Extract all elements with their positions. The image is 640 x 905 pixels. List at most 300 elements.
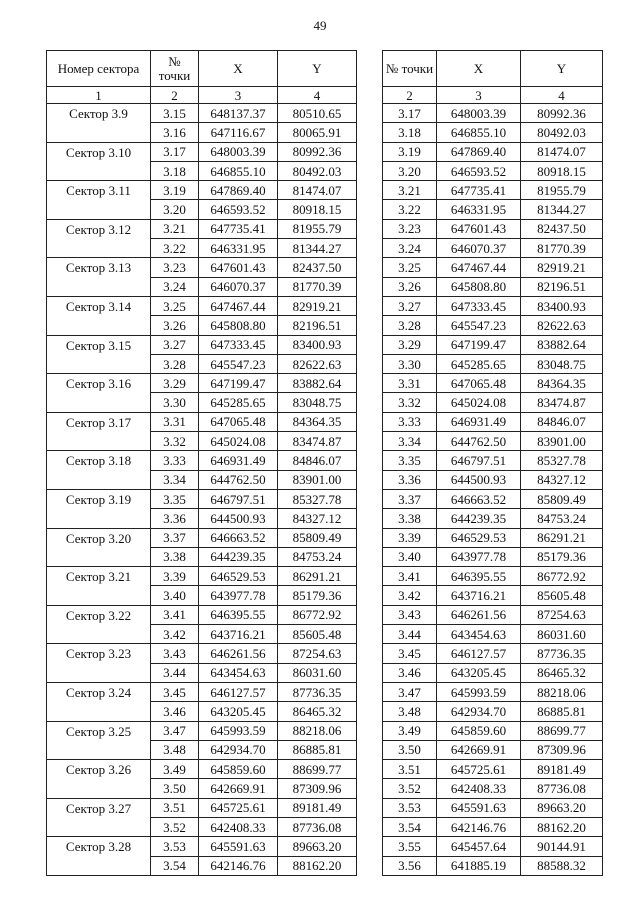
- x-coordinate-cell: 648003.39: [199, 142, 278, 161]
- y-coordinate-cell: 85327.78: [521, 451, 603, 470]
- table-row: [47, 721, 357, 740]
- x-coordinate-cell: 646529.53: [199, 567, 278, 586]
- y-coordinate-cell: 88218.06: [278, 721, 357, 740]
- point-number-cell: 3.43: [383, 605, 437, 624]
- x-coordinate-cell: 646070.37: [199, 277, 278, 296]
- table-row: [47, 258, 357, 277]
- y-coordinate-cell: 81344.27: [278, 239, 357, 258]
- y-coordinate-cell: 86031.60: [521, 625, 603, 644]
- x-coordinate-cell: 645024.08: [199, 432, 278, 451]
- sector-name-cell: Сектор 3.23: [47, 644, 151, 683]
- table-row: [383, 528, 603, 547]
- table-row: [383, 760, 603, 779]
- y-coordinate-cell: 88588.32: [521, 856, 603, 875]
- table-row: [383, 489, 603, 508]
- x-coordinate-cell: 646663.52: [199, 528, 278, 547]
- x-coordinate-cell: 648003.39: [437, 104, 521, 123]
- x-coordinate-cell: 646529.53: [437, 528, 521, 547]
- table-row: [47, 335, 357, 354]
- y-coordinate-cell: 86772.92: [278, 605, 357, 624]
- point-number-cell: 3.35: [151, 489, 199, 508]
- point-number-cell: 3.34: [383, 432, 437, 451]
- x-coordinate-cell: 645808.80: [437, 277, 521, 296]
- x-coordinate-cell: 646395.55: [199, 605, 278, 624]
- x-coordinate-cell: 641885.19: [437, 856, 521, 875]
- sector-name-cell: Сектор 3.18: [47, 451, 151, 490]
- sector-name-cell: Сектор 3.22: [47, 605, 151, 644]
- table-row: [383, 296, 603, 315]
- x-coordinate-cell: 645285.65: [437, 354, 521, 373]
- y-coordinate-cell: 86291.21: [278, 567, 357, 586]
- x-coordinate-cell: 646931.49: [199, 451, 278, 470]
- x-coordinate-cell: 647199.47: [199, 374, 278, 393]
- point-number-cell: 3.39: [151, 567, 199, 586]
- y-coordinate-cell: 82437.50: [521, 219, 603, 238]
- x-coordinate-cell: 647467.44: [199, 296, 278, 315]
- table-row: [383, 605, 603, 624]
- point-number-cell: 3.44: [151, 663, 199, 682]
- y-coordinate-cell: 87309.96: [278, 779, 357, 798]
- y-coordinate-cell: 86465.32: [521, 663, 603, 682]
- point-number-cell: 3.31: [383, 374, 437, 393]
- x-coordinate-cell: 642934.70: [437, 702, 521, 721]
- point-number-cell: 3.24: [151, 277, 199, 296]
- y-coordinate-cell: 83400.93: [521, 296, 603, 315]
- table-row: [383, 258, 603, 277]
- y-coordinate-cell: 88699.77: [278, 760, 357, 779]
- point-number-cell: 3.42: [383, 586, 437, 605]
- point-number-cell: 3.47: [383, 682, 437, 701]
- y-coordinate-cell: 81474.07: [521, 142, 603, 161]
- table-row: [47, 104, 357, 123]
- point-number-cell: 3.33: [151, 451, 199, 470]
- column-number-row: [47, 87, 357, 104]
- x-coordinate-cell: 647199.47: [437, 335, 521, 354]
- y-coordinate-cell: 82622.63: [521, 316, 603, 335]
- x-coordinate-cell: 646070.37: [437, 239, 521, 258]
- y-coordinate-cell: 85179.36: [278, 586, 357, 605]
- y-coordinate-cell: 80492.03: [521, 123, 603, 142]
- point-number-cell: 3.41: [383, 567, 437, 586]
- table-row: [383, 837, 603, 856]
- table-row: [383, 200, 603, 219]
- point-number-cell: 3.28: [383, 316, 437, 335]
- x-coordinate-cell: 647116.67: [199, 123, 278, 142]
- y-coordinate-cell: 82622.63: [278, 354, 357, 373]
- point-number-cell: 3.15: [151, 104, 199, 123]
- y-coordinate-cell: 84364.35: [521, 374, 603, 393]
- x-coordinate-cell: 646593.52: [199, 200, 278, 219]
- point-number-cell: 3.18: [383, 123, 437, 142]
- table-row: [383, 817, 603, 836]
- y-coordinate-cell: 80992.36: [521, 104, 603, 123]
- point-number-cell: 3.53: [383, 798, 437, 817]
- y-coordinate-cell: 82919.21: [521, 258, 603, 277]
- point-number-cell: 3.46: [383, 663, 437, 682]
- table-row: [383, 219, 603, 238]
- table-row: [383, 161, 603, 180]
- y-coordinate-cell: 85809.49: [278, 528, 357, 547]
- table-row: [47, 798, 357, 817]
- point-number-cell: 3.23: [383, 219, 437, 238]
- table-row: [383, 567, 603, 586]
- point-number-cell: 3.38: [383, 509, 437, 528]
- x-coordinate-cell: 642669.91: [437, 740, 521, 759]
- table-row: [383, 740, 603, 759]
- point-number-cell: 3.35: [383, 451, 437, 470]
- table-row: [383, 509, 603, 528]
- point-number-cell: 3.17: [383, 104, 437, 123]
- table-row: [47, 219, 357, 238]
- point-number-cell: 3.20: [151, 200, 199, 219]
- point-number-cell: 3.55: [383, 837, 437, 856]
- y-coordinate-cell: 89663.20: [278, 837, 357, 856]
- x-coordinate-cell: 645859.60: [437, 721, 521, 740]
- x-coordinate-cell: 647601.43: [199, 258, 278, 277]
- table-row: [383, 644, 603, 663]
- point-number-cell: 3.29: [383, 335, 437, 354]
- point-number-cell: 3.32: [151, 432, 199, 451]
- y-coordinate-cell: 84364.35: [278, 412, 357, 431]
- point-number-cell: 3.26: [151, 316, 199, 335]
- x-coordinate-cell: 645547.23: [437, 316, 521, 335]
- y-coordinate-cell: 83400.93: [278, 335, 357, 354]
- point-number-cell: 3.49: [383, 721, 437, 740]
- x-coordinate-cell: 647333.45: [199, 335, 278, 354]
- point-number-cell: 3.54: [151, 856, 199, 875]
- column-number: 1: [47, 87, 151, 104]
- x-coordinate-cell: 642146.76: [199, 856, 278, 875]
- point-number-cell: 3.54: [383, 817, 437, 836]
- table-row: [383, 586, 603, 605]
- x-coordinate-cell: 647735.41: [437, 181, 521, 200]
- x-coordinate-cell: 645808.80: [199, 316, 278, 335]
- sector-name-cell: Сектор 3.16: [47, 374, 151, 413]
- point-number-cell: 3.40: [383, 547, 437, 566]
- table-row: [383, 277, 603, 296]
- y-coordinate-cell: 80065.91: [278, 123, 357, 142]
- y-coordinate-cell: 89181.49: [521, 760, 603, 779]
- point-number-cell: 3.41: [151, 605, 199, 624]
- table-row: [47, 760, 357, 779]
- table-row: [383, 702, 603, 721]
- x-coordinate-cell: 643454.63: [437, 625, 521, 644]
- table-row: [47, 489, 357, 508]
- point-number-cell: 3.18: [151, 161, 199, 180]
- table-row: [383, 470, 603, 489]
- y-coordinate-cell: 86885.81: [521, 702, 603, 721]
- x-coordinate-cell: 647065.48: [437, 374, 521, 393]
- x-coordinate-cell: 646395.55: [437, 567, 521, 586]
- sector-name-cell: Сектор 3.25: [47, 721, 151, 760]
- x-coordinate-cell: 647467.44: [437, 258, 521, 277]
- point-number-cell: 3.47: [151, 721, 199, 740]
- table-header-row: [47, 51, 357, 87]
- point-number-cell: 3.33: [383, 412, 437, 431]
- x-coordinate-cell: 645725.61: [199, 798, 278, 817]
- y-coordinate-cell: 84753.24: [521, 509, 603, 528]
- table-row: [47, 296, 357, 315]
- point-number-cell: 3.25: [383, 258, 437, 277]
- y-coordinate-cell: 90144.91: [521, 837, 603, 856]
- x-coordinate-cell: 642934.70: [199, 740, 278, 759]
- y-coordinate-cell: 83474.87: [521, 393, 603, 412]
- y-coordinate-cell: 88162.20: [278, 856, 357, 875]
- sector-name-cell: Сектор 3.13: [47, 258, 151, 297]
- x-coordinate-cell: 646931.49: [437, 412, 521, 431]
- point-number-cell: 3.21: [151, 219, 199, 238]
- y-coordinate-cell: 83882.64: [521, 335, 603, 354]
- point-number-cell: 3.25: [151, 296, 199, 315]
- sector-name-cell: Сектор 3.21: [47, 567, 151, 606]
- table-row: [383, 432, 603, 451]
- point-number-cell: 3.48: [383, 702, 437, 721]
- point-number-cell: 3.29: [151, 374, 199, 393]
- point-number-cell: 3.26: [383, 277, 437, 296]
- y-coordinate-cell: 85327.78: [278, 489, 357, 508]
- x-coordinate-cell: 643716.21: [437, 586, 521, 605]
- x-coordinate-cell: 646797.51: [437, 451, 521, 470]
- y-coordinate-cell: 82196.51: [521, 277, 603, 296]
- x-coordinate-cell: 646331.95: [437, 200, 521, 219]
- table-row: [47, 682, 357, 701]
- y-coordinate-cell: 80918.15: [278, 200, 357, 219]
- table-row: [47, 142, 357, 161]
- point-number-cell: 3.36: [151, 509, 199, 528]
- point-number-cell: 3.32: [383, 393, 437, 412]
- y-coordinate-cell: 89663.20: [521, 798, 603, 817]
- x-coordinate-cell: 644500.93: [437, 470, 521, 489]
- y-coordinate-cell: 87736.35: [521, 644, 603, 663]
- point-number-cell: 3.22: [151, 239, 199, 258]
- header-y: Y: [278, 51, 357, 87]
- table-row: [383, 721, 603, 740]
- y-coordinate-cell: 83901.00: [278, 470, 357, 489]
- point-number-cell: 3.34: [151, 470, 199, 489]
- point-number-cell: 3.17: [151, 142, 199, 161]
- y-coordinate-cell: 82196.51: [278, 316, 357, 335]
- header-x: X: [199, 51, 278, 87]
- x-coordinate-cell: 646261.56: [199, 644, 278, 663]
- x-coordinate-cell: 642408.33: [199, 817, 278, 836]
- table-header-row: [383, 51, 603, 87]
- y-coordinate-cell: 87736.35: [278, 682, 357, 701]
- x-coordinate-cell: 645285.65: [199, 393, 278, 412]
- point-number-cell: 3.44: [383, 625, 437, 644]
- y-coordinate-cell: 85809.49: [521, 489, 603, 508]
- point-number-cell: 3.51: [151, 798, 199, 817]
- y-coordinate-cell: 82437.50: [278, 258, 357, 277]
- x-coordinate-cell: 644239.35: [199, 547, 278, 566]
- y-coordinate-cell: 85605.48: [521, 586, 603, 605]
- point-number-cell: 3.21: [383, 181, 437, 200]
- x-coordinate-cell: 644762.50: [199, 470, 278, 489]
- point-number-cell: 3.30: [151, 393, 199, 412]
- y-coordinate-cell: 86772.92: [521, 567, 603, 586]
- x-coordinate-cell: 646261.56: [437, 605, 521, 624]
- table-row: [383, 798, 603, 817]
- y-coordinate-cell: 86465.32: [278, 702, 357, 721]
- table-row: [383, 335, 603, 354]
- table-row: [383, 354, 603, 373]
- point-number-cell: 3.52: [151, 817, 199, 836]
- point-number-cell: 3.27: [151, 335, 199, 354]
- table-row: [383, 181, 603, 200]
- table-row: [47, 451, 357, 470]
- x-coordinate-cell: 646855.10: [437, 123, 521, 142]
- table-row: [47, 412, 357, 431]
- sector-coordinates-table: [46, 50, 357, 876]
- x-coordinate-cell: 646797.51: [199, 489, 278, 508]
- y-coordinate-cell: 85179.36: [521, 547, 603, 566]
- sector-name-cell: Сектор 3.15: [47, 335, 151, 374]
- y-coordinate-cell: 87254.63: [278, 644, 357, 663]
- y-coordinate-cell: 87736.08: [521, 779, 603, 798]
- point-number-cell: 3.22: [383, 200, 437, 219]
- y-coordinate-cell: 80510.65: [278, 104, 357, 123]
- column-number: 2: [151, 87, 199, 104]
- y-coordinate-cell: 87309.96: [521, 740, 603, 759]
- column-number: 2: [383, 87, 437, 104]
- x-coordinate-cell: 645547.23: [199, 354, 278, 373]
- y-coordinate-cell: 87736.08: [278, 817, 357, 836]
- points-table-body: [383, 104, 603, 876]
- table-row: [383, 625, 603, 644]
- point-number-cell: 3.37: [383, 489, 437, 508]
- points-coordinates-table: [382, 50, 603, 876]
- sector-name-cell: Сектор 3.27: [47, 798, 151, 837]
- x-coordinate-cell: 646331.95: [199, 239, 278, 258]
- sector-name-cell: Сектор 3.17: [47, 412, 151, 451]
- point-number-cell: 3.46: [151, 702, 199, 721]
- x-coordinate-cell: 643205.45: [437, 663, 521, 682]
- point-number-cell: 3.52: [383, 779, 437, 798]
- point-number-cell: 3.23: [151, 258, 199, 277]
- table-row: [383, 123, 603, 142]
- y-coordinate-cell: 81474.07: [278, 181, 357, 200]
- y-coordinate-cell: 83901.00: [521, 432, 603, 451]
- y-coordinate-cell: 88162.20: [521, 817, 603, 836]
- x-coordinate-cell: 645725.61: [437, 760, 521, 779]
- x-coordinate-cell: 647333.45: [437, 296, 521, 315]
- point-number-cell: 3.50: [151, 779, 199, 798]
- x-coordinate-cell: 647065.48: [199, 412, 278, 431]
- y-coordinate-cell: 83048.75: [278, 393, 357, 412]
- point-number-cell: 3.30: [383, 354, 437, 373]
- y-coordinate-cell: 84846.07: [521, 412, 603, 431]
- header-sector-number: Номер сектора: [47, 51, 151, 87]
- header-x: X: [437, 51, 521, 87]
- page-number: 49: [313, 18, 327, 33]
- header-point-number: № точки: [383, 51, 437, 87]
- x-coordinate-cell: 645591.63: [437, 798, 521, 817]
- x-coordinate-cell: 643454.63: [199, 663, 278, 682]
- y-coordinate-cell: 86031.60: [278, 663, 357, 682]
- y-coordinate-cell: 80492.03: [278, 161, 357, 180]
- point-number-cell: 3.31: [151, 412, 199, 431]
- x-coordinate-cell: 643716.21: [199, 625, 278, 644]
- point-number-cell: 3.56: [383, 856, 437, 875]
- point-number-cell: 3.24: [383, 239, 437, 258]
- x-coordinate-cell: 648137.37: [199, 104, 278, 123]
- table-row: [47, 605, 357, 624]
- point-number-cell: 3.36: [383, 470, 437, 489]
- point-number-cell: 3.49: [151, 760, 199, 779]
- y-coordinate-cell: 84846.07: [278, 451, 357, 470]
- x-coordinate-cell: 642669.91: [199, 779, 278, 798]
- x-coordinate-cell: 642408.33: [437, 779, 521, 798]
- x-coordinate-cell: 645993.59: [437, 682, 521, 701]
- table-row: [47, 567, 357, 586]
- column-number-row: [383, 87, 603, 104]
- table-row: [47, 644, 357, 663]
- sector-name-cell: Сектор 3.20: [47, 528, 151, 567]
- x-coordinate-cell: 643205.45: [199, 702, 278, 721]
- sector-name-cell: Сектор 3.11: [47, 181, 151, 220]
- sector-name-cell: Сектор 3.14: [47, 296, 151, 335]
- table-row: [47, 374, 357, 393]
- y-coordinate-cell: 81770.39: [521, 239, 603, 258]
- x-coordinate-cell: 646593.52: [437, 161, 521, 180]
- y-coordinate-cell: 86291.21: [521, 528, 603, 547]
- table-row: [383, 239, 603, 258]
- x-coordinate-cell: 647869.40: [199, 181, 278, 200]
- table-row: [383, 374, 603, 393]
- sector-name-cell: Сектор 3.26: [47, 760, 151, 799]
- x-coordinate-cell: 645024.08: [437, 393, 521, 412]
- table-row: [383, 663, 603, 682]
- y-coordinate-cell: 83882.64: [278, 374, 357, 393]
- table-row: [383, 412, 603, 431]
- point-number-cell: 3.51: [383, 760, 437, 779]
- y-coordinate-cell: 80918.15: [521, 161, 603, 180]
- x-coordinate-cell: 643977.78: [437, 547, 521, 566]
- y-coordinate-cell: 83474.87: [278, 432, 357, 451]
- y-coordinate-cell: 81955.79: [521, 181, 603, 200]
- x-coordinate-cell: 645859.60: [199, 760, 278, 779]
- table-row: [383, 451, 603, 470]
- point-number-cell: 3.19: [383, 142, 437, 161]
- sector-table-body: [47, 104, 357, 876]
- point-number-cell: 3.28: [151, 354, 199, 373]
- column-number: 4: [278, 87, 357, 104]
- sector-name-cell: Сектор 3.12: [47, 219, 151, 258]
- table-row: [383, 393, 603, 412]
- point-number-cell: 3.45: [151, 682, 199, 701]
- table-row: [383, 779, 603, 798]
- column-number: 3: [437, 87, 521, 104]
- y-coordinate-cell: 84753.24: [278, 547, 357, 566]
- point-number-cell: 3.19: [151, 181, 199, 200]
- table-row: [47, 837, 357, 856]
- x-coordinate-cell: 647869.40: [437, 142, 521, 161]
- point-number-cell: 3.42: [151, 625, 199, 644]
- x-coordinate-cell: 646663.52: [437, 489, 521, 508]
- y-coordinate-cell: 84327.12: [521, 470, 603, 489]
- y-coordinate-cell: 85605.48: [278, 625, 357, 644]
- point-number-cell: 3.48: [151, 740, 199, 759]
- x-coordinate-cell: 646127.57: [437, 644, 521, 663]
- x-coordinate-cell: 647601.43: [437, 219, 521, 238]
- y-coordinate-cell: 86885.81: [278, 740, 357, 759]
- y-coordinate-cell: 84327.12: [278, 509, 357, 528]
- x-coordinate-cell: 644239.35: [437, 509, 521, 528]
- point-number-cell: 3.39: [383, 528, 437, 547]
- y-coordinate-cell: 88218.06: [521, 682, 603, 701]
- y-coordinate-cell: 88699.77: [521, 721, 603, 740]
- table-row: [383, 682, 603, 701]
- x-coordinate-cell: 642146.76: [437, 817, 521, 836]
